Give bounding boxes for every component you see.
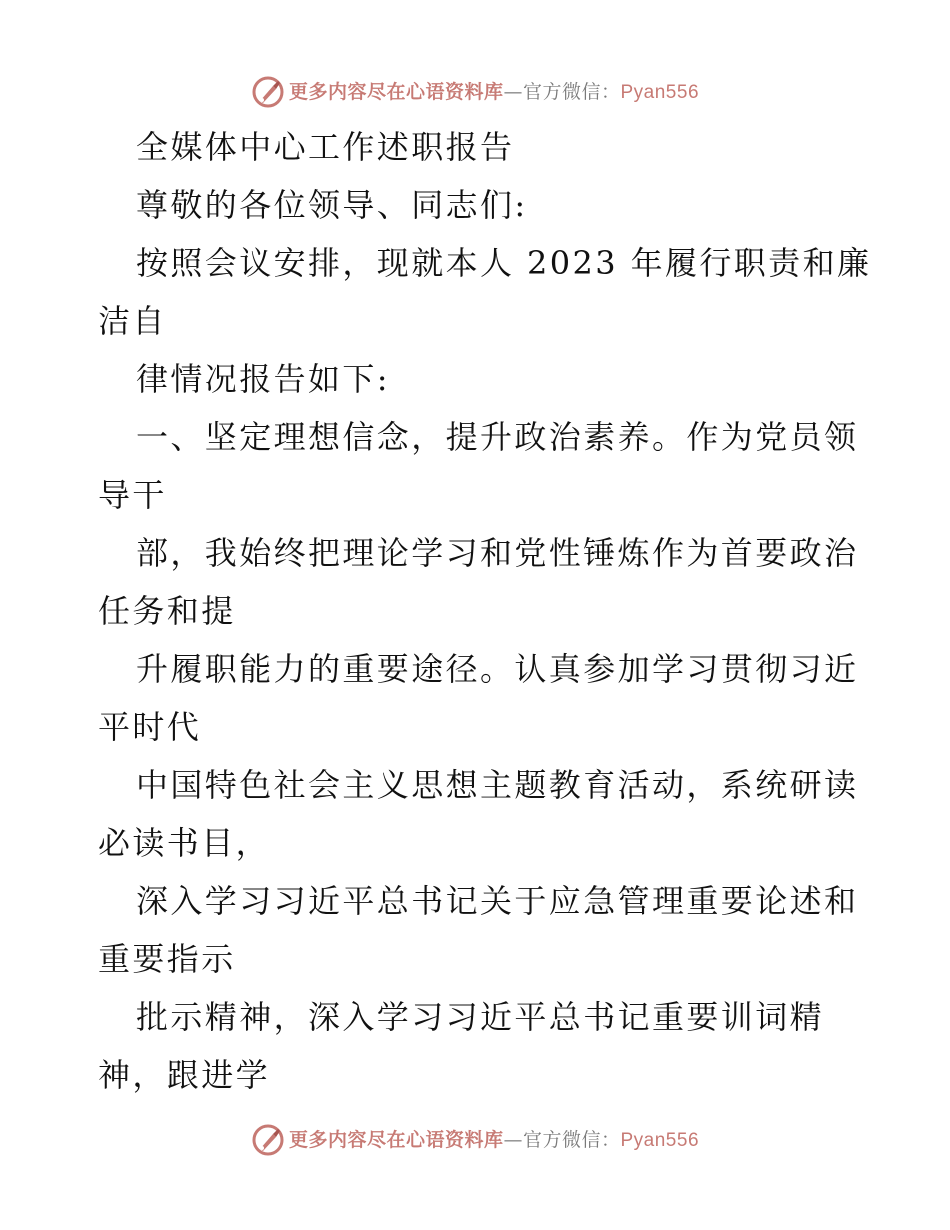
watermark-wechat-id: Pyan556 bbox=[620, 81, 700, 103]
paragraph-line: 必读书目， bbox=[98, 824, 271, 862]
document-title: 全媒体中心工作述职报告 bbox=[136, 128, 515, 166]
watermark-separator: — bbox=[503, 1128, 523, 1151]
paragraph-line: 导干 bbox=[98, 476, 167, 514]
paragraph-line: 中国特色社会主义思想主题教育活动，系统研读 bbox=[136, 766, 859, 804]
watermark-main-text: 更多内容尽在心语资料库 bbox=[288, 1128, 504, 1151]
paragraph-line: 深入学习习近平总书记关于应急管理重要论述和 bbox=[136, 882, 859, 920]
watermark-wechat-label: 官方微信： bbox=[522, 1128, 621, 1151]
paragraph-line: 平时代 bbox=[98, 708, 202, 746]
watermark-wechat-id: Pyan556 bbox=[620, 1129, 700, 1151]
paragraph-line: 律情况报告如下: bbox=[136, 360, 390, 398]
pen-logo-icon bbox=[251, 75, 285, 109]
paragraph-line: 按照会议安排，现就本人 2023 年履行职责和廉 bbox=[136, 244, 872, 282]
paragraph-line: 神，跟进学 bbox=[98, 1056, 271, 1094]
paragraph-line: 部，我始终把理论学习和党性锤炼作为首要政治 bbox=[136, 534, 859, 572]
paragraph-line: 升履职能力的重要途径。认真参加学习贯彻习近 bbox=[136, 650, 859, 688]
paragraph-line: 洁自 bbox=[98, 302, 167, 340]
section-heading-line: 一、坚定理想信念，提升政治素养。作为党员领 bbox=[136, 418, 859, 456]
pen-logo-icon bbox=[251, 1123, 285, 1157]
paragraph-line: 重要指示 bbox=[98, 940, 236, 978]
header-watermark bbox=[0, 72, 950, 112]
watermark-separator: — bbox=[503, 80, 523, 103]
footer-watermark bbox=[0, 1120, 950, 1160]
watermark-wechat-label: 官方微信： bbox=[522, 80, 621, 103]
paragraph-line: 任务和提 bbox=[98, 592, 236, 630]
watermark-main-text: 更多内容尽在心语资料库 bbox=[288, 80, 504, 103]
paragraph-line: 批示精神，深入学习习近平总书记重要训词精 bbox=[136, 998, 825, 1036]
salutation-line: 尊敬的各位领导、同志们: bbox=[136, 186, 528, 224]
document-body bbox=[98, 118, 872, 1104]
